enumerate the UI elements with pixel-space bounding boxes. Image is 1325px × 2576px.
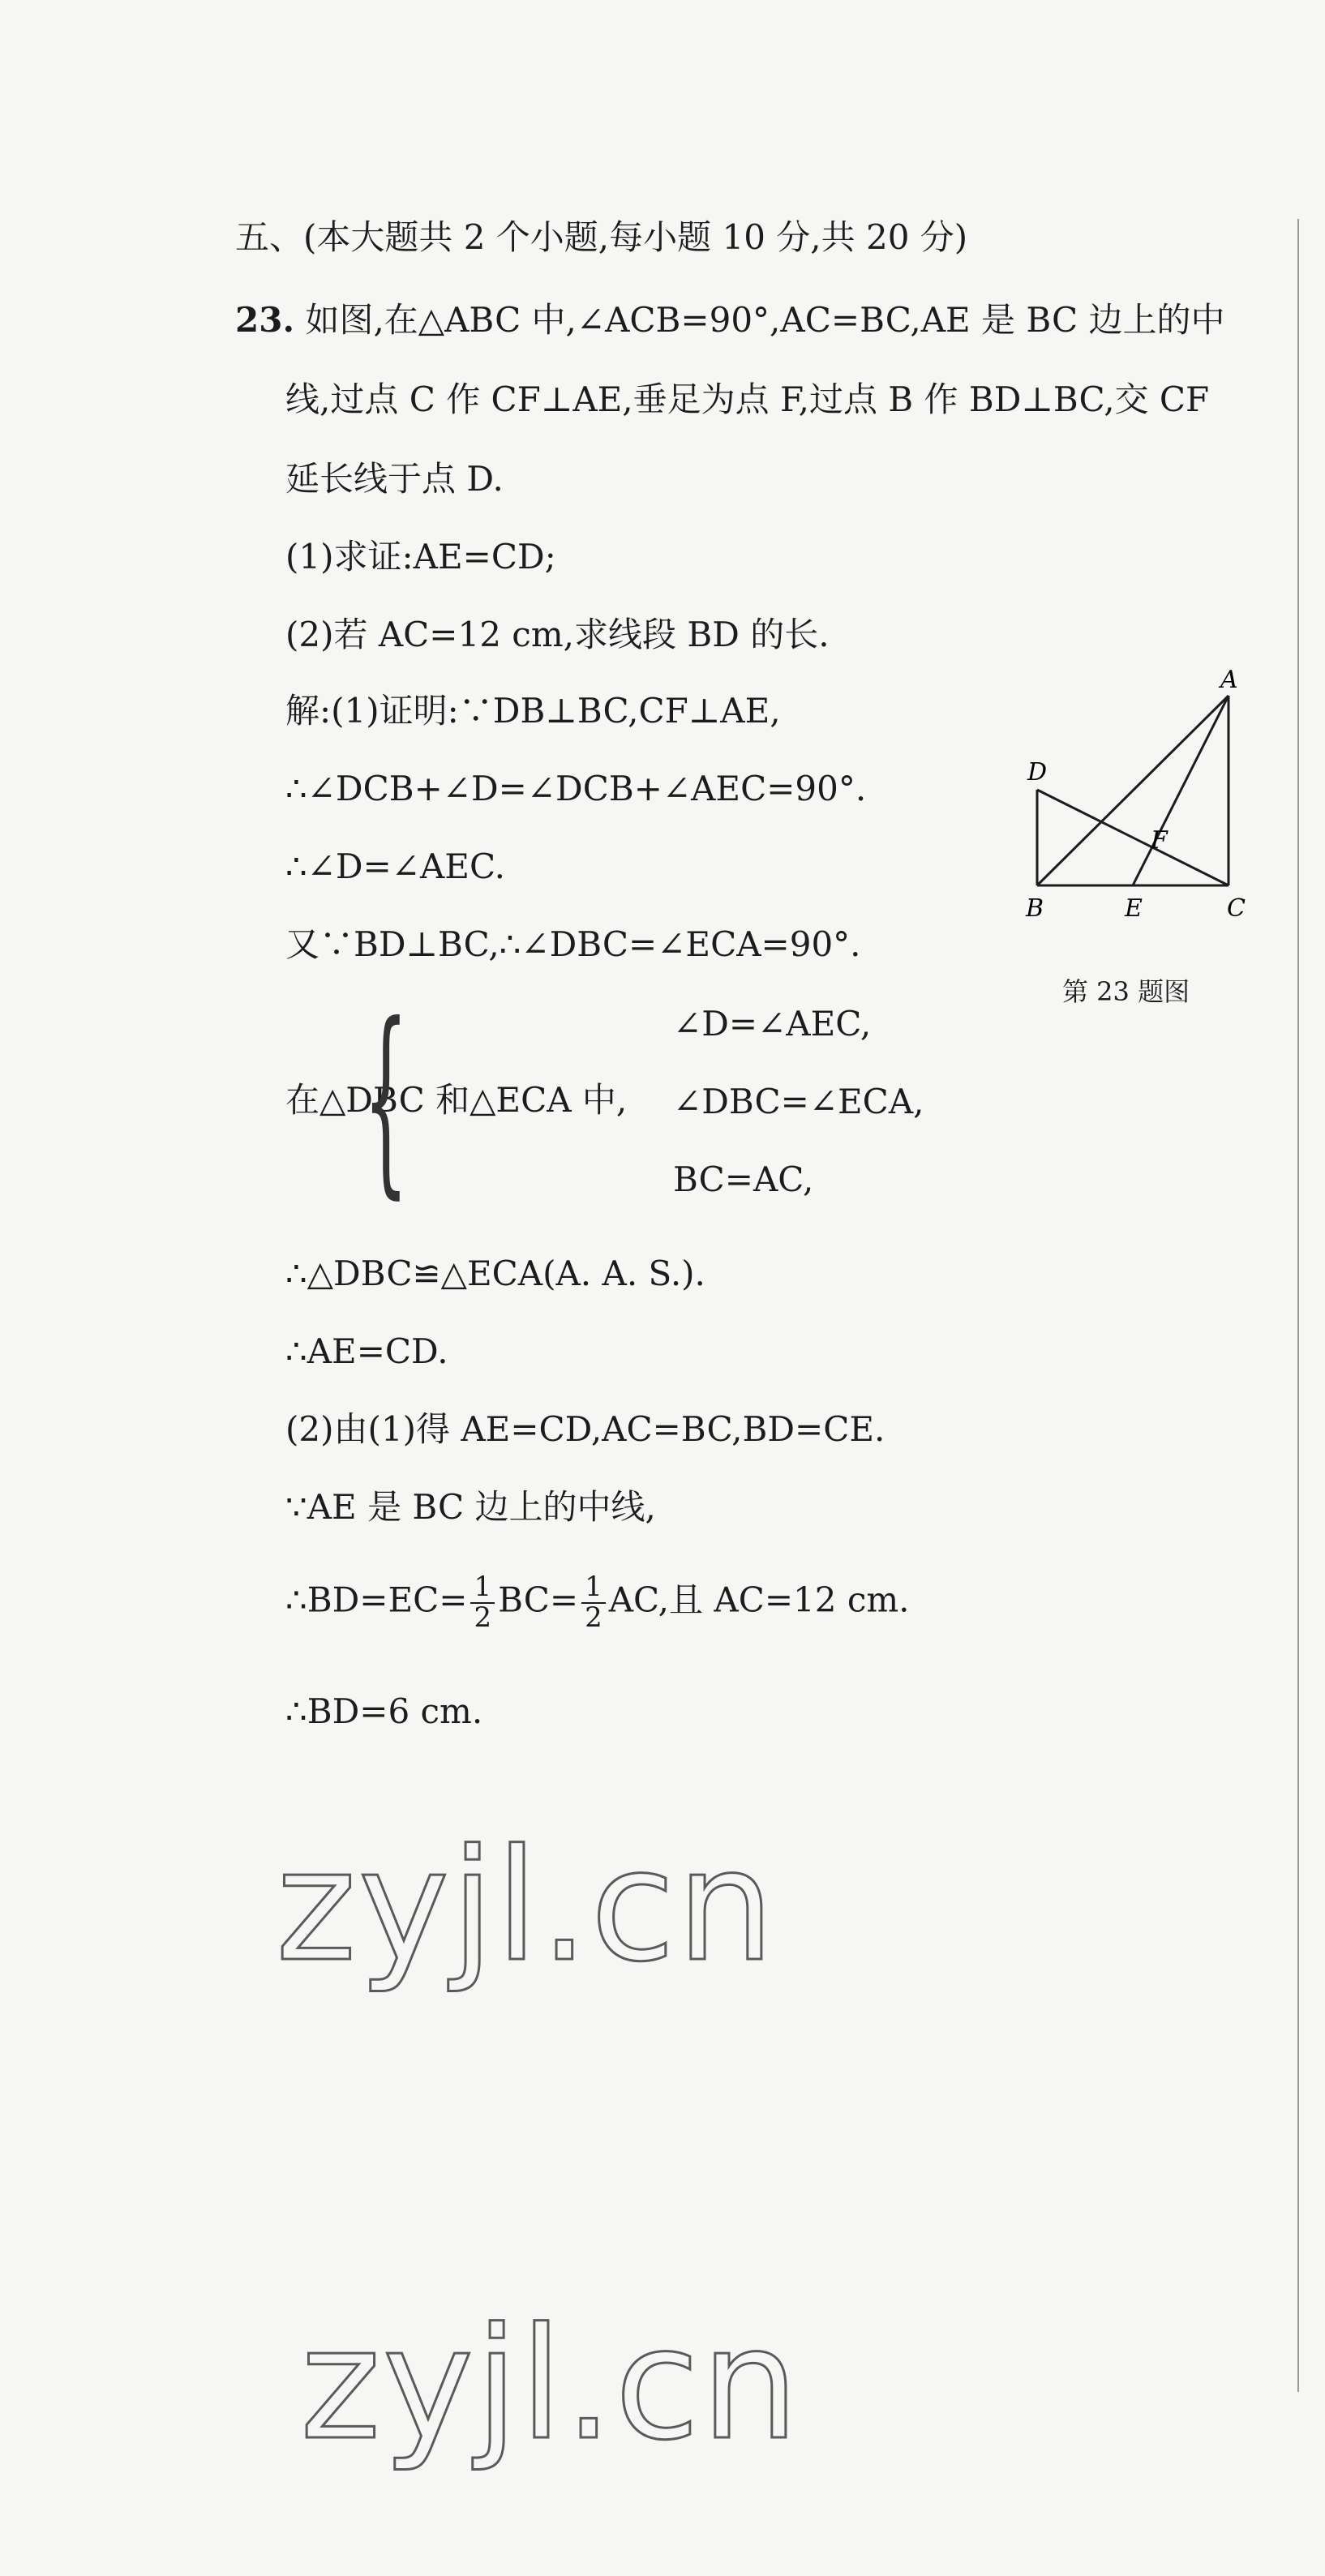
solution-congruence-intro: 在△DBC 和△ECA 中, [285,1080,628,1120]
solution-line-11: ∴BD=6 cm. [285,1691,483,1731]
solution-line-10-a: ∴BD=EC= [285,1579,468,1620]
solution-line-10-b: BC= [498,1579,579,1620]
solution-line-8: (2)由(1)得 AE=CD,AC=BC,BD=CE. [285,1409,885,1449]
fraction-numerator: 1 [581,1573,606,1604]
segment-dc [1037,790,1229,885]
problem-stem-line-3: 延长线于点 D. [285,459,504,499]
label-d: D [1027,758,1048,787]
problem-part-2: (2)若 AC=12 cm,求线段 BD 的长. [285,615,830,654]
figure-caption: 第 23 题图 [1062,976,1190,1007]
system-condition-1: ∠D=∠AEC, [673,1004,872,1044]
solution-line-6: ∴△DBC≌△ECA(A. A. S.). [285,1254,705,1293]
problem-number: 23. [235,300,295,340]
section-header: 五、(本大题共 2 个小题,每小题 10 分,共 20 分) [235,217,968,257]
solution-line-10-c: AC,且 AC=12 cm. [608,1579,910,1620]
solution-line-3: ∴∠D=∠AEC. [285,847,505,886]
fraction-denominator: 2 [474,1601,492,1634]
label-b: B [1026,894,1044,923]
watermark-2: zyjl.cn [300,2295,801,2474]
system-condition-2: ∠DBC=∠ECA, [673,1082,924,1121]
page-margin-rule [1297,219,1299,2392]
fraction-half-1 [470,1573,495,1632]
system-brace: { [363,980,409,1216]
solution-line-2: ∴∠DCB+∠D=∠DCB+∠AEC=90°. [285,769,867,808]
problem-stem-line-2: 线,过点 C 作 CF⊥AE,垂足为点 F,过点 B 作 BD⊥BC,交 CF [285,379,1210,419]
label-a: A [1220,666,1238,694]
problem-stem-line-1 [235,300,1225,341]
solution-line-10 [285,1573,910,1632]
solution-line-4: 又∵BD⊥BC,∴∠DBC=∠ECA=90°. [285,924,861,964]
problem-stem-text-1: 如图,在△ABC 中,∠ACB=90°,AC=BC,AE 是 BC 边上的中 [305,300,1225,340]
fraction-denominator: 2 [585,1601,602,1634]
solution-line-7: ∴AE=CD. [285,1331,448,1371]
fraction-numerator: 1 [470,1573,495,1604]
segment-ba [1037,696,1229,885]
segment-ea [1133,696,1229,885]
watermark-1: zyjl.cn [276,1816,777,1995]
problem-part-1: (1)求证:AE=CD; [285,537,556,576]
geometry-figure [1026,666,1269,957]
label-c: C [1227,894,1246,923]
label-f: F [1151,826,1168,855]
fraction-half-2 [581,1573,606,1632]
system-condition-3: BC=AC, [673,1159,814,1199]
solution-line-9: ∵AE 是 BC 边上的中线, [285,1487,656,1527]
label-e: E [1125,894,1143,923]
solution-line-1: 解:(1)证明:∵DB⊥BC,CF⊥AE, [285,691,781,731]
